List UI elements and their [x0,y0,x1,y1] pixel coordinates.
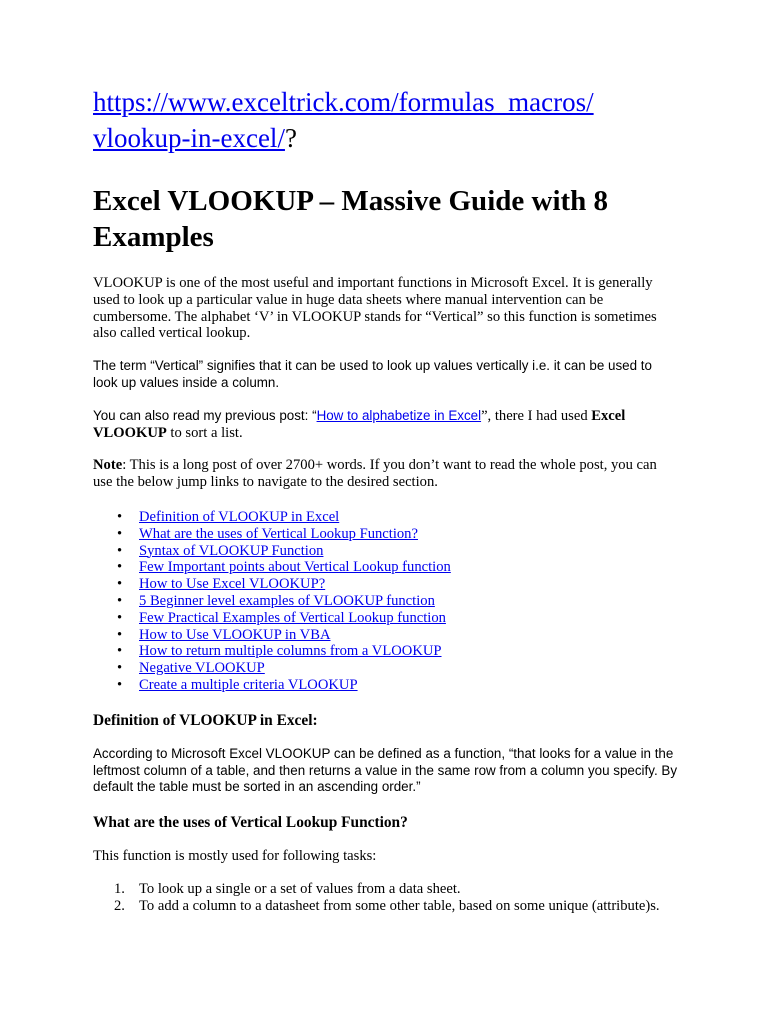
note-paragraph [93,457,678,491]
jump-link[interactable]: Few Important points about Vertical Lookup function [139,559,451,576]
intro-paragraph-3-middle: ”, there I had used [481,407,592,424]
source-url [93,84,678,156]
jump-link[interactable]: Create a multiple criteria VLOOKUP [139,676,358,693]
task-number: 1. [114,880,125,897]
document-page [93,84,678,915]
jump-links-list [117,509,678,694]
uses-intro-paragraph: This function is mostly used for following tasks: [93,848,377,865]
bullet-icon: • [117,559,123,576]
source-url-link-line2[interactable]: vlookup-in-excel/ [93,123,285,153]
jump-link[interactable]: How to Use Excel VLOOKUP? [139,576,326,593]
intro-paragraph-2: The term “Vertical” signifies that it can be used to look up values vertically i.e. it can be used to look up values inside a column. [93,358,652,390]
bullet-icon: • [117,576,123,593]
bullet-icon: • [117,660,123,677]
jump-link[interactable]: How to return multiple columns from a VLOOKUP [139,643,442,660]
bullet-icon: • [117,626,123,643]
bullet-icon: • [117,525,123,542]
jump-link-item [117,593,678,610]
jump-link[interactable]: Negative VLOOKUP [139,660,265,677]
intro-paragraph-3-bold: Excel VLOOKUP [93,407,626,441]
bullet-icon: • [117,676,123,693]
alphabetize-post-link[interactable]: How to alphabetize in Excel [316,407,482,423]
jump-link-item [117,610,678,627]
task-list-item [114,881,678,898]
jump-link[interactable]: Definition of VLOOKUP in Excel [139,508,340,525]
bullet-icon: • [117,609,123,626]
intro-paragraph-3-tail: to sort a list. [166,424,243,441]
jump-link-item [117,509,678,526]
bullet-icon: • [117,542,123,559]
jump-link[interactable]: How to Use VLOOKUP in VBA [139,626,331,643]
uses-task-list [114,881,678,915]
jump-link-item [117,559,678,576]
jump-link-item [117,576,678,593]
task-list-item [114,898,678,915]
jump-link-item [117,643,678,660]
jump-link[interactable]: Syntax of VLOOKUP Function [139,542,324,559]
intro-paragraph-3 [93,408,678,442]
jump-link[interactable]: 5 Beginner level examples of VLOOKUP function [139,592,435,609]
bullet-icon: • [117,592,123,609]
jump-link[interactable]: Few Practical Examples of Vertical Lookup function [139,609,446,626]
source-url-suffix: ? [284,123,297,153]
section-heading-definition: Definition of VLOOKUP in Excel: [93,711,318,729]
jump-link-item [117,543,678,560]
jump-link-item [117,677,678,694]
section-heading-uses: What are the uses of Vertical Lookup Function? [93,814,408,832]
source-url-link-line1[interactable]: https://www.exceltrick.com/formulas_macros/ [93,87,594,117]
note-label: Note [93,457,123,474]
jump-link-item [117,627,678,644]
jump-link-item [117,526,678,543]
page-title: Excel VLOOKUP – Massive Guide with 8 Examples [93,185,609,253]
intro-paragraph-1: VLOOKUP is one of the most useful and important functions in Microsoft Excel. It is generally used to look up a particular value in huge data sheets where manual intervention can be cumbersome. The alphabet ‘V’ in VLOOKUP stands for “Vertical” so this function is sometimes also called vertical lookup. [93,275,657,342]
intro-paragraph-3-lead: You can also read my previous post: “ [93,407,317,423]
jump-link[interactable]: What are the uses of Vertical Lookup Function? [139,525,418,542]
task-text: To look up a single or a set of values from a data sheet. [139,880,461,897]
bullet-icon: • [117,508,123,525]
jump-link-item [117,660,678,677]
definition-paragraph: According to Microsoft Excel VLOOKUP can be defined as a function, “that looks for a value in the leftmost column of a table, and then returns a value in the same row from a column you specify. By default the table must be sorted in an ascending order.” [93,745,678,795]
task-number: 2. [114,897,125,914]
task-text: To add a column to a datasheet from some other table, based on some unique (attribute)s. [139,897,660,914]
note-text: : This is a long post of over 2700+ words. If you don’t want to read the whole post, you can use the below jump links to navigate to the desired section. [93,457,657,491]
bullet-icon: • [117,643,123,660]
